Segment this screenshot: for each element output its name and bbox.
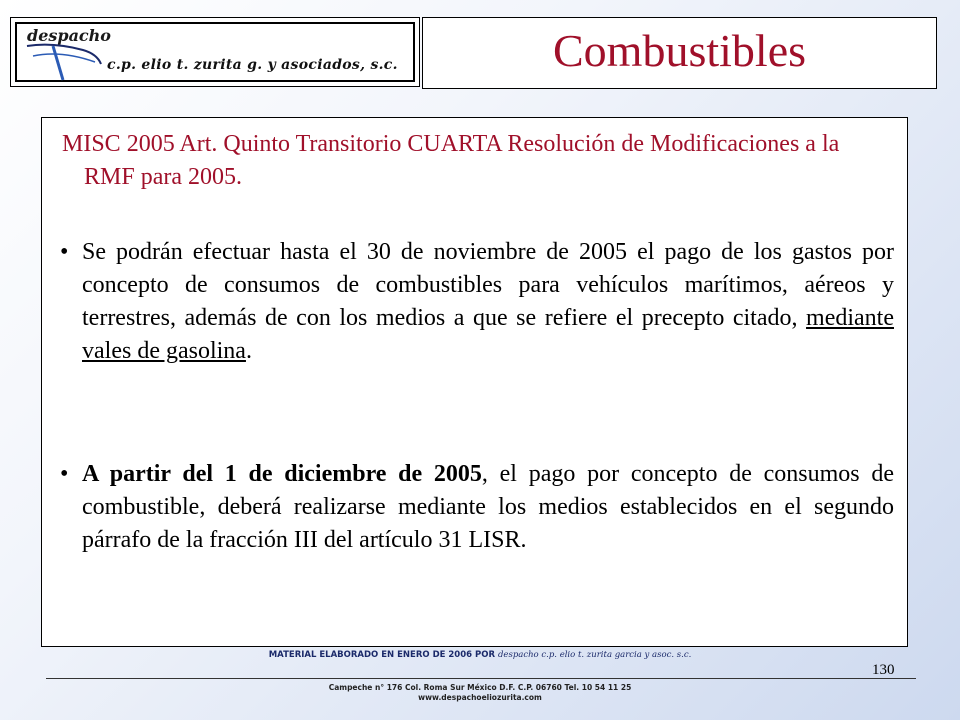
footer-material-label: MATERIAL ELABORADO EN ENERO DE 2006 POR (268, 650, 496, 660)
logo-mark-icon (23, 40, 103, 82)
bullet2-text: , el pago por concepto de consumos de combustible, deberá realizarse mediante los medios establecidos en el segundo párrafo de la fracción III del artículo 31 LISR. (82, 461, 894, 553)
footer-firm-script: despacho c.p. elio t. zurita garcia y asoc. s.c. (497, 650, 692, 660)
bullet1-end: . (245, 338, 252, 364)
bullet-vales (54, 236, 894, 368)
bullet-dot-icon: • (60, 461, 69, 487)
footer-address: Campeche n° 176 Col. Roma Sur México D.F. C.P. 06760 Tel. 10 54 11 25 (328, 683, 632, 692)
slide-title: Combustibles (552, 25, 807, 76)
footer-divider (46, 678, 916, 679)
footer-website[interactable]: www.despachoeliozurita.com (418, 693, 542, 702)
bullet2-bold: A partir del 1 de diciembre de 2005 (82, 461, 482, 487)
logo-frame (15, 22, 415, 82)
footer-material (0, 650, 960, 660)
bullet-diciembre (54, 458, 894, 557)
bullet1-underlined: mediante vales de gasolina (82, 305, 894, 364)
page-number: 130 (872, 662, 895, 678)
title-box (422, 17, 937, 89)
legal-reference: MISC 2005 Art. Quinto Transitorio CUARTA Resolución de Modificaciones a la RMF para 2005. (62, 131, 840, 190)
logo-word: despacho (27, 26, 111, 45)
logo-firm-name: c.p. elio t. zurita g. y asociados, s.c. (107, 57, 398, 73)
bullet1-text: Se podrán efectuar hasta el 30 de noviembre de 2005 el pago de los gastos por concepto de consumos de combustibles para vehículos marítimos, aéreos y terrestres, además de con los medios a que se refiere el precepto citado, (82, 239, 894, 331)
bullet-dot-icon: • (60, 239, 69, 265)
firm-logo (10, 17, 420, 87)
content-box (41, 117, 908, 647)
